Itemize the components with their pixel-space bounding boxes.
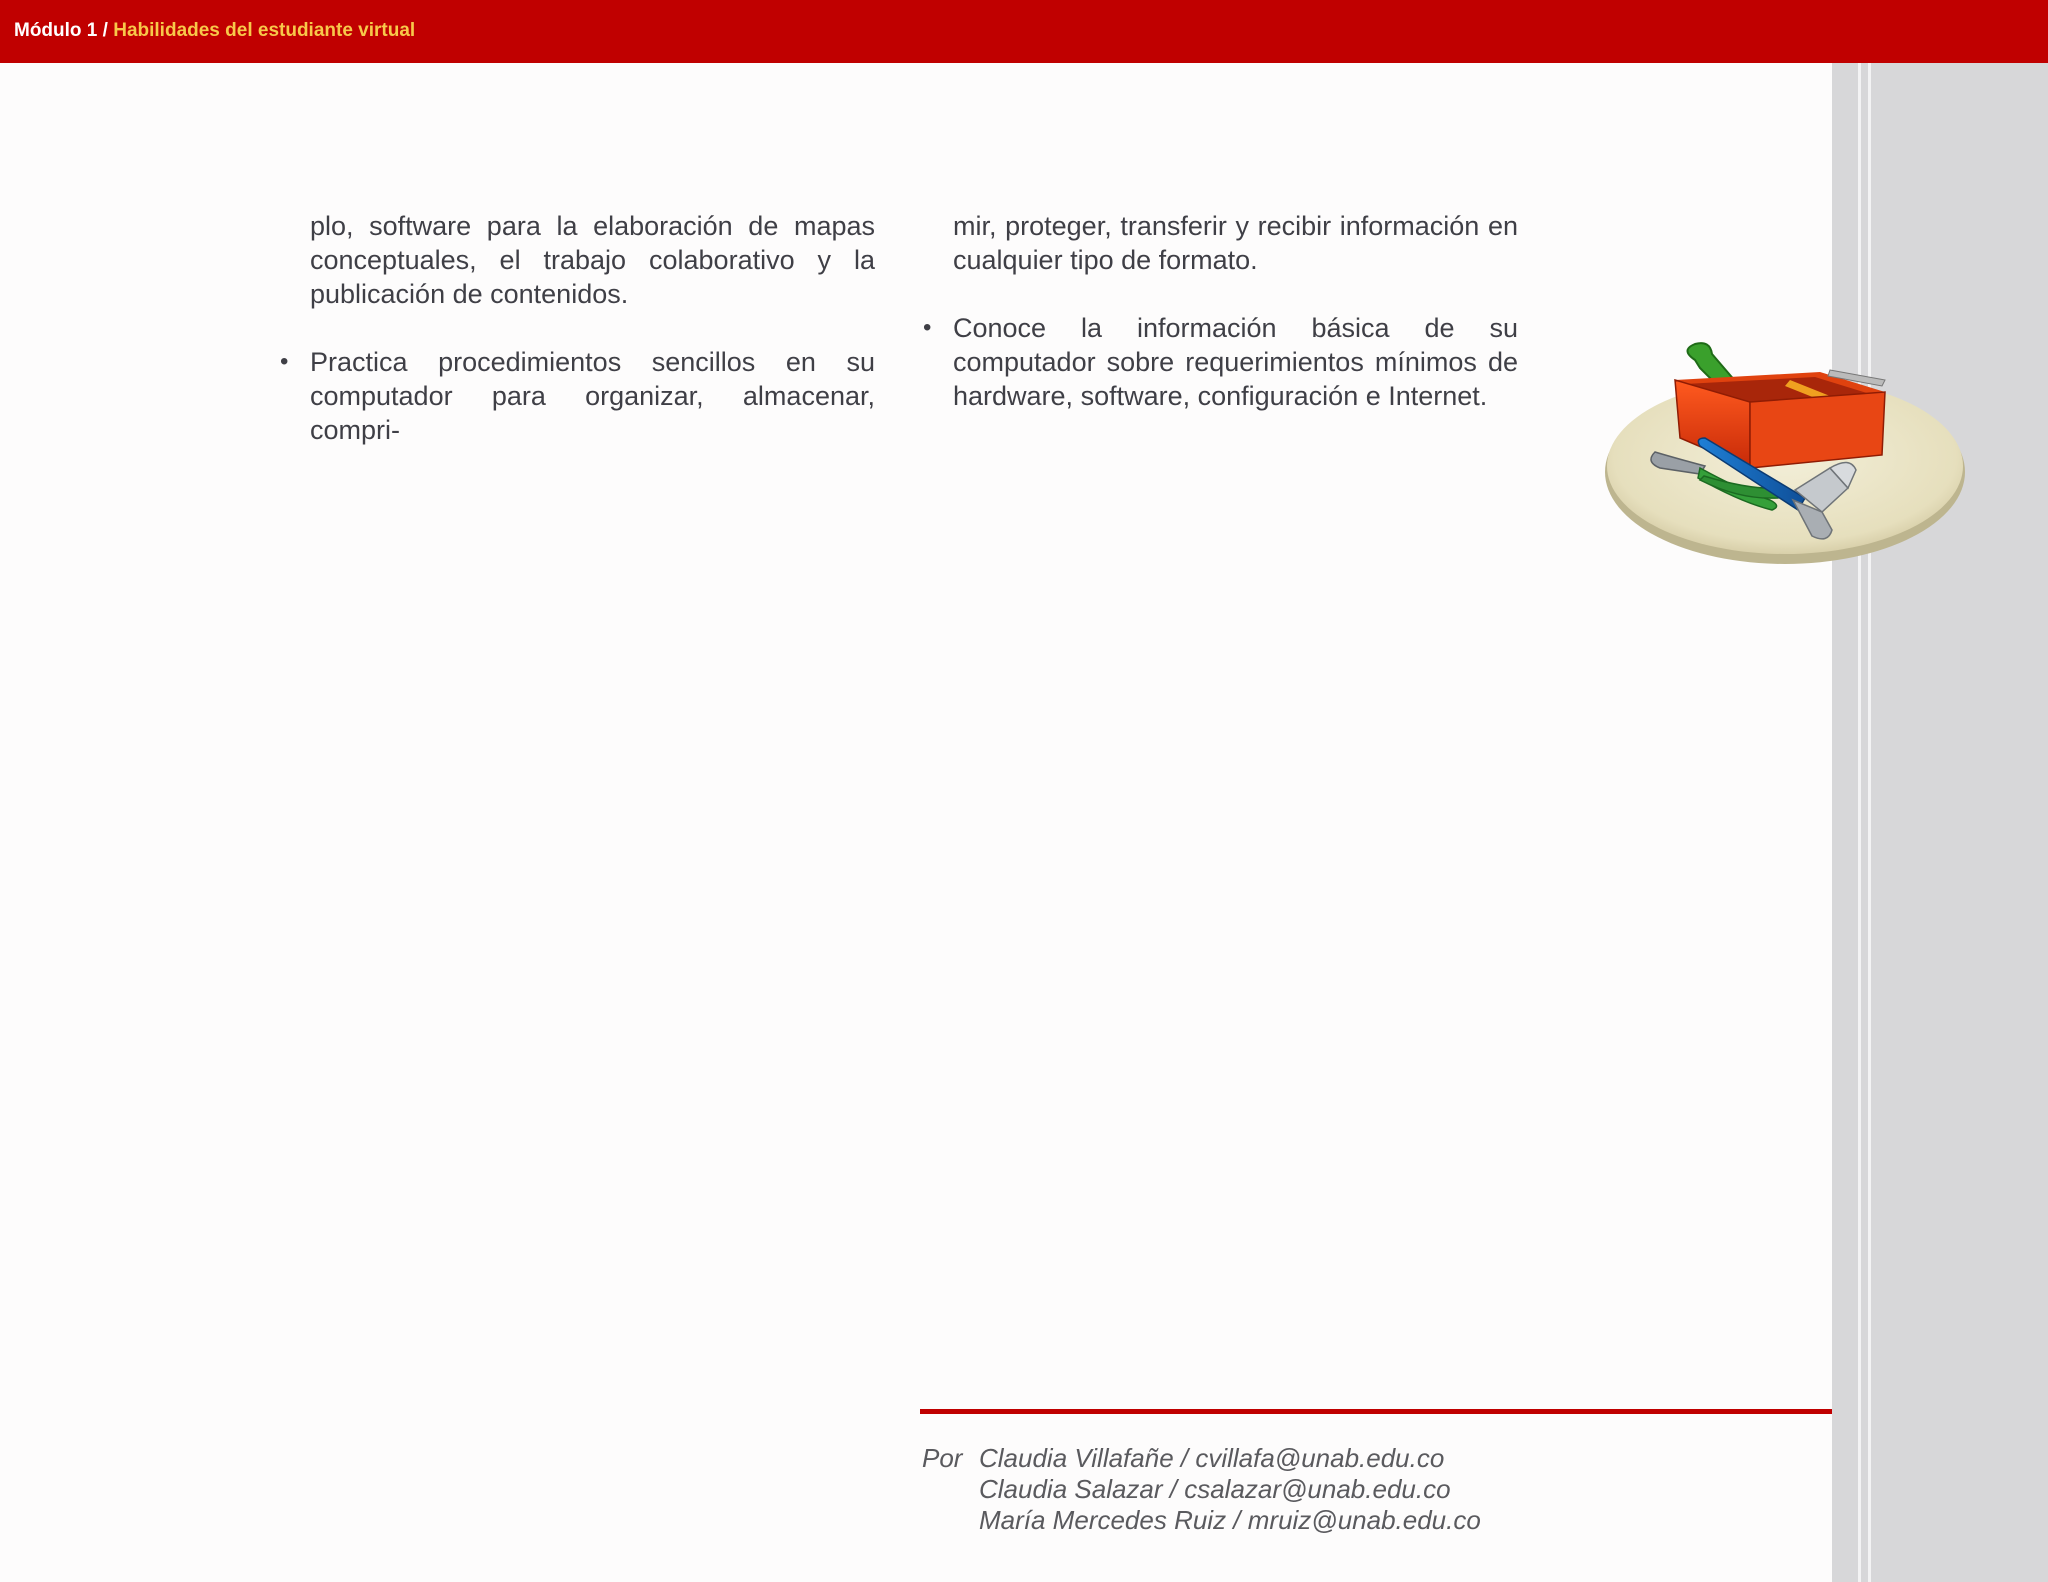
right-text-column: [923, 209, 1518, 413]
paragraph-continuation: plo, software para la elaboración de mapas conceptuales, el trabajo colaborativo y la publicación de contenidos.: [310, 211, 875, 309]
module-label: Módulo 1: [14, 20, 98, 41]
bullet-icon: •: [923, 314, 932, 341]
footer-divider: [920, 1409, 1832, 1414]
list-item-text: Practica procedimientos sencillos en su computador para organizar, almacenar, compri-: [310, 347, 875, 445]
paragraph-continuation: mir, proteger, transferir y recibir información en cualquier tipo de formato.: [953, 211, 1518, 275]
author-list: [979, 1443, 1481, 1536]
author-line: Claudia Salazar / csalazar@unab.edu.co: [979, 1474, 1451, 1504]
course-title: Habilidades del estudiante virtual: [113, 20, 416, 41]
author-line: Claudia Villafañe / cvillafa@unab.edu.co: [979, 1443, 1445, 1473]
right-sidebar: [1832, 63, 2048, 1582]
header-breadcrumb: [14, 20, 415, 42]
sidebar-stripe: [1858, 63, 1861, 1582]
breadcrumb-separator: /: [97, 20, 114, 41]
list-item: [280, 345, 875, 447]
sidebar-stripe: [1868, 63, 1871, 1582]
bullet-icon: •: [280, 348, 289, 375]
toolbox-icon: [1600, 340, 1970, 575]
header-bar: [0, 0, 2048, 63]
list-item: [923, 311, 1518, 413]
author-line: María Mercedes Ruiz / mruiz@unab.edu.co: [979, 1505, 1481, 1535]
left-text-column: [280, 209, 875, 447]
list-item-text: Conoce la información básica de su computador sobre requerimientos mínimos de hardware, software, configuración e Internet.: [953, 313, 1518, 411]
credits-by-label: Por: [922, 1443, 963, 1473]
